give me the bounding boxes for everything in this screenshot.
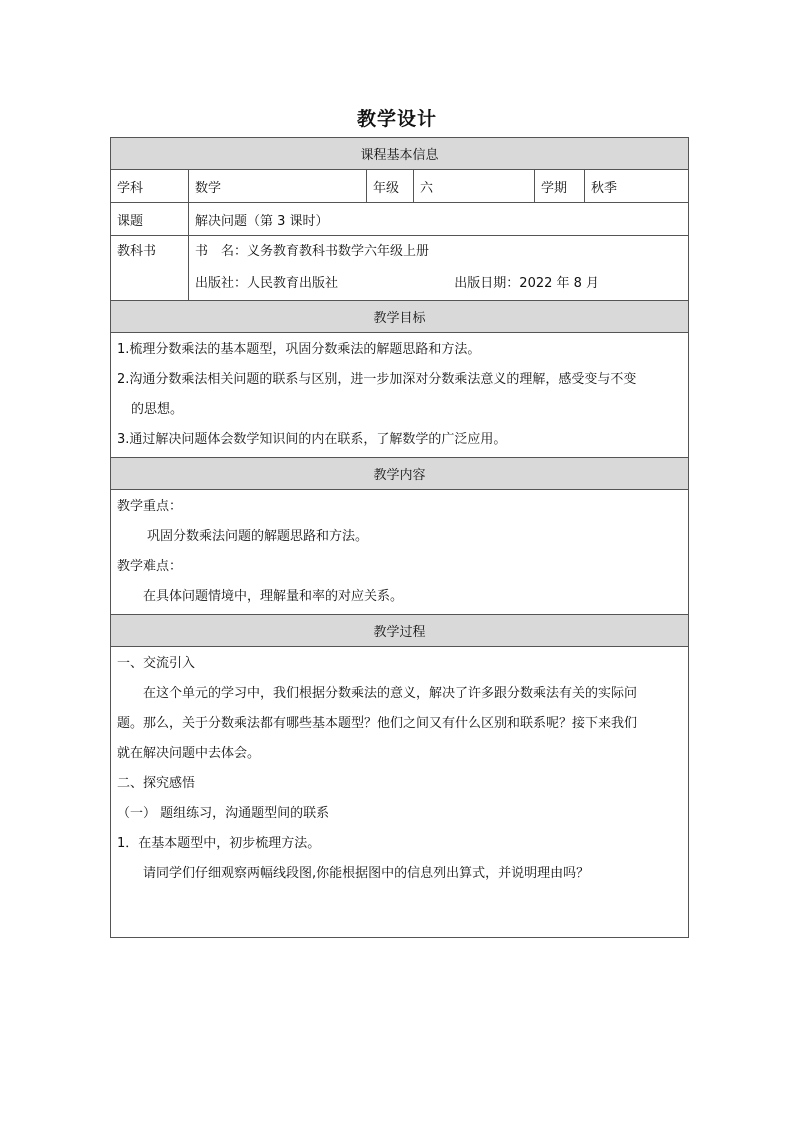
textbook-label: 教科书: [111, 236, 189, 301]
lesson-design-table: [110, 137, 689, 938]
objective-item-2: 2.沟通分数乘法相关问题的联系与区别，进一步加深对分数乘法意义的理解，感受变与不变: [117, 372, 637, 387]
publisher: 出版社：人民教育出版社: [195, 276, 339, 291]
sub1-title: （一） 题组练习，沟通题型间的联系: [117, 806, 330, 821]
content-body: [111, 490, 689, 615]
textbook-info: [189, 236, 689, 301]
step1-title: 1．在基本题型中，初步梳理方法。: [117, 836, 321, 851]
topic-row: [111, 203, 689, 236]
part1-text-line1: 在这个单元的学习中，我们根据分数乘法的意义，解决了许多跟分数乘法有关的实际问: [143, 686, 638, 701]
part1-text-line3: 就在解决问题中去体会。: [117, 746, 261, 761]
subject-label: 学科: [111, 170, 189, 203]
key-point-text: 巩固分数乘法问题的解题思路和方法。: [147, 529, 369, 544]
part2-title: 二、探究感悟: [117, 776, 196, 791]
process-body: [111, 647, 689, 938]
basic-info-header-row: [111, 138, 689, 170]
term-value: 秋季: [585, 170, 689, 203]
difficulty-text: 在具体问题情境中，理解量和率的对应关系。: [143, 589, 404, 604]
objective-item-1: 1.梳理分数乘法的基本题型，巩固分数乘法的解题思路和方法。: [117, 342, 481, 357]
objectives-header-row: [111, 301, 689, 333]
book-name: 书 名：义务教育教科书数学六年级上册: [195, 244, 430, 259]
difficulty-label: 教学难点：: [117, 559, 183, 574]
process-header: 教学过程: [111, 615, 689, 647]
part1-title: 一、交流引入: [117, 656, 196, 671]
subject-value: 数学: [189, 170, 367, 203]
objective-item-2-continued: 的思想。: [131, 402, 184, 417]
process-row: [111, 647, 689, 938]
content-header-row: [111, 458, 689, 490]
part1-text-line2: 题。那么，关于分数乘法都有哪些基本题型？他们之间又有什么区别和联系呢？接下来我们: [117, 716, 638, 731]
content-header: 教学内容: [111, 458, 689, 490]
step1-text: 请同学们仔细观察两幅线段图,你能根据图中的信息列出算式，并说明理由吗？: [143, 866, 590, 881]
basic-info-header: 课程基本信息: [111, 138, 689, 170]
key-point-label: 教学重点：: [117, 499, 183, 514]
objectives-header: 教学目标: [111, 301, 689, 333]
process-header-row: [111, 615, 689, 647]
grade-value: 六: [414, 170, 535, 203]
document-title: 教学设计: [356, 108, 437, 130]
publish-date: 出版日期：2022 年 8 月: [454, 276, 600, 291]
subject-row: [111, 170, 689, 203]
textbook-row: [111, 236, 689, 301]
grade-label: 年级: [367, 170, 414, 203]
objectives-row: [111, 333, 689, 458]
objective-item-3: 3.通过解决问题体会数学知识间的内在联系，了解数学的广泛应用。: [117, 432, 507, 447]
topic-value: 解决问题（第 3 课时）: [189, 203, 689, 236]
publisher-line: [195, 268, 682, 300]
content-row: [111, 490, 689, 615]
objectives-body: [111, 333, 689, 458]
topic-label: 课题: [111, 203, 189, 236]
term-label: 学期: [535, 170, 585, 203]
